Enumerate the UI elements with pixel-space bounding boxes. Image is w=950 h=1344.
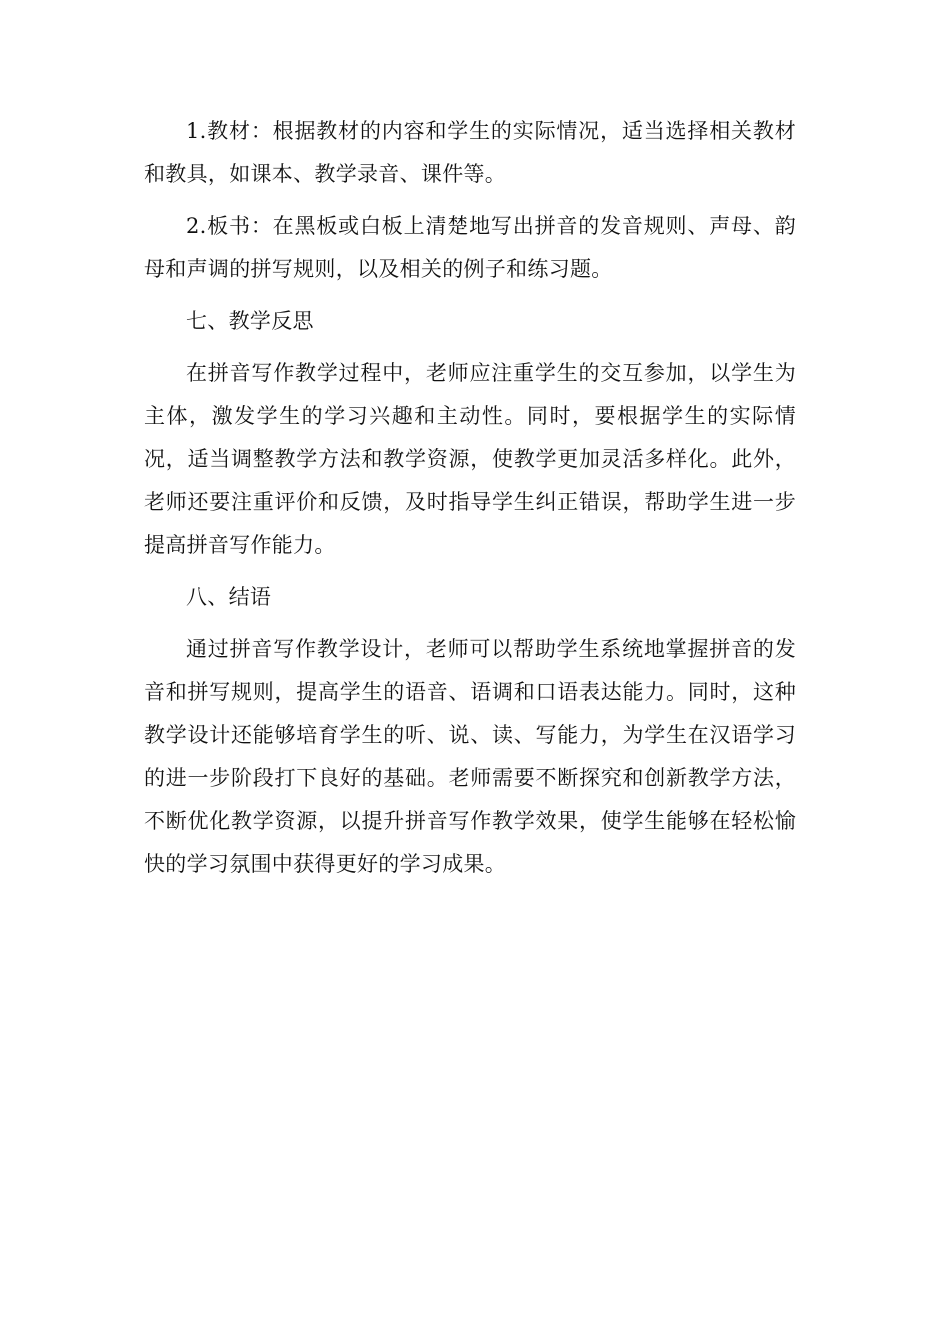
paragraph-conclusion: 通过拼音写作教学设计，老师可以帮助学生系统地掌握拼音的发音和拼写规则，提高学生的语音、语调和口语表达能力。同时，这种教学设计还能够培育学生的听、说、读、写能力，为学生在汉语学习的进一步阶段打下良好的基础。老师需要不断探究和创新教学方法，不断优化教学资源，以提升拼音写作教学效果，使学生能够在轻松愉快的学习氛围中获得更好的学习成果。 bbox=[144, 637, 796, 876]
list-item-blackboard-writing: 2.板书：在黑板或白板上清楚地写出拼音的发音规则、声母、韵母和声调的拼写规则，以及相关的例子和练习题。 bbox=[144, 214, 796, 281]
document-body bbox=[144, 110, 796, 895]
list-item-teaching-materials: 1.教材：根据教材的内容和学生的实际情况，适当选择相关教材和教具，如课本、教学录音、课件等。 bbox=[144, 119, 796, 186]
paragraph-reflection: 在拼音写作教学过程中，老师应注重学生的交互参加，以学生为主体，激发学生的学习兴趣和主动性。同时，要根据学生的实际情况，适当调整教学方法和教学资源，使教学更加灵活多样化。此外，老师还要注重评价和反馈，及时指导学生纠正错误，帮助学生进一步提高拼音写作能力。 bbox=[144, 361, 796, 557]
section-heading-conclusion: 八、结语 bbox=[186, 585, 272, 609]
section-heading-reflection: 七、教学反思 bbox=[186, 309, 314, 333]
